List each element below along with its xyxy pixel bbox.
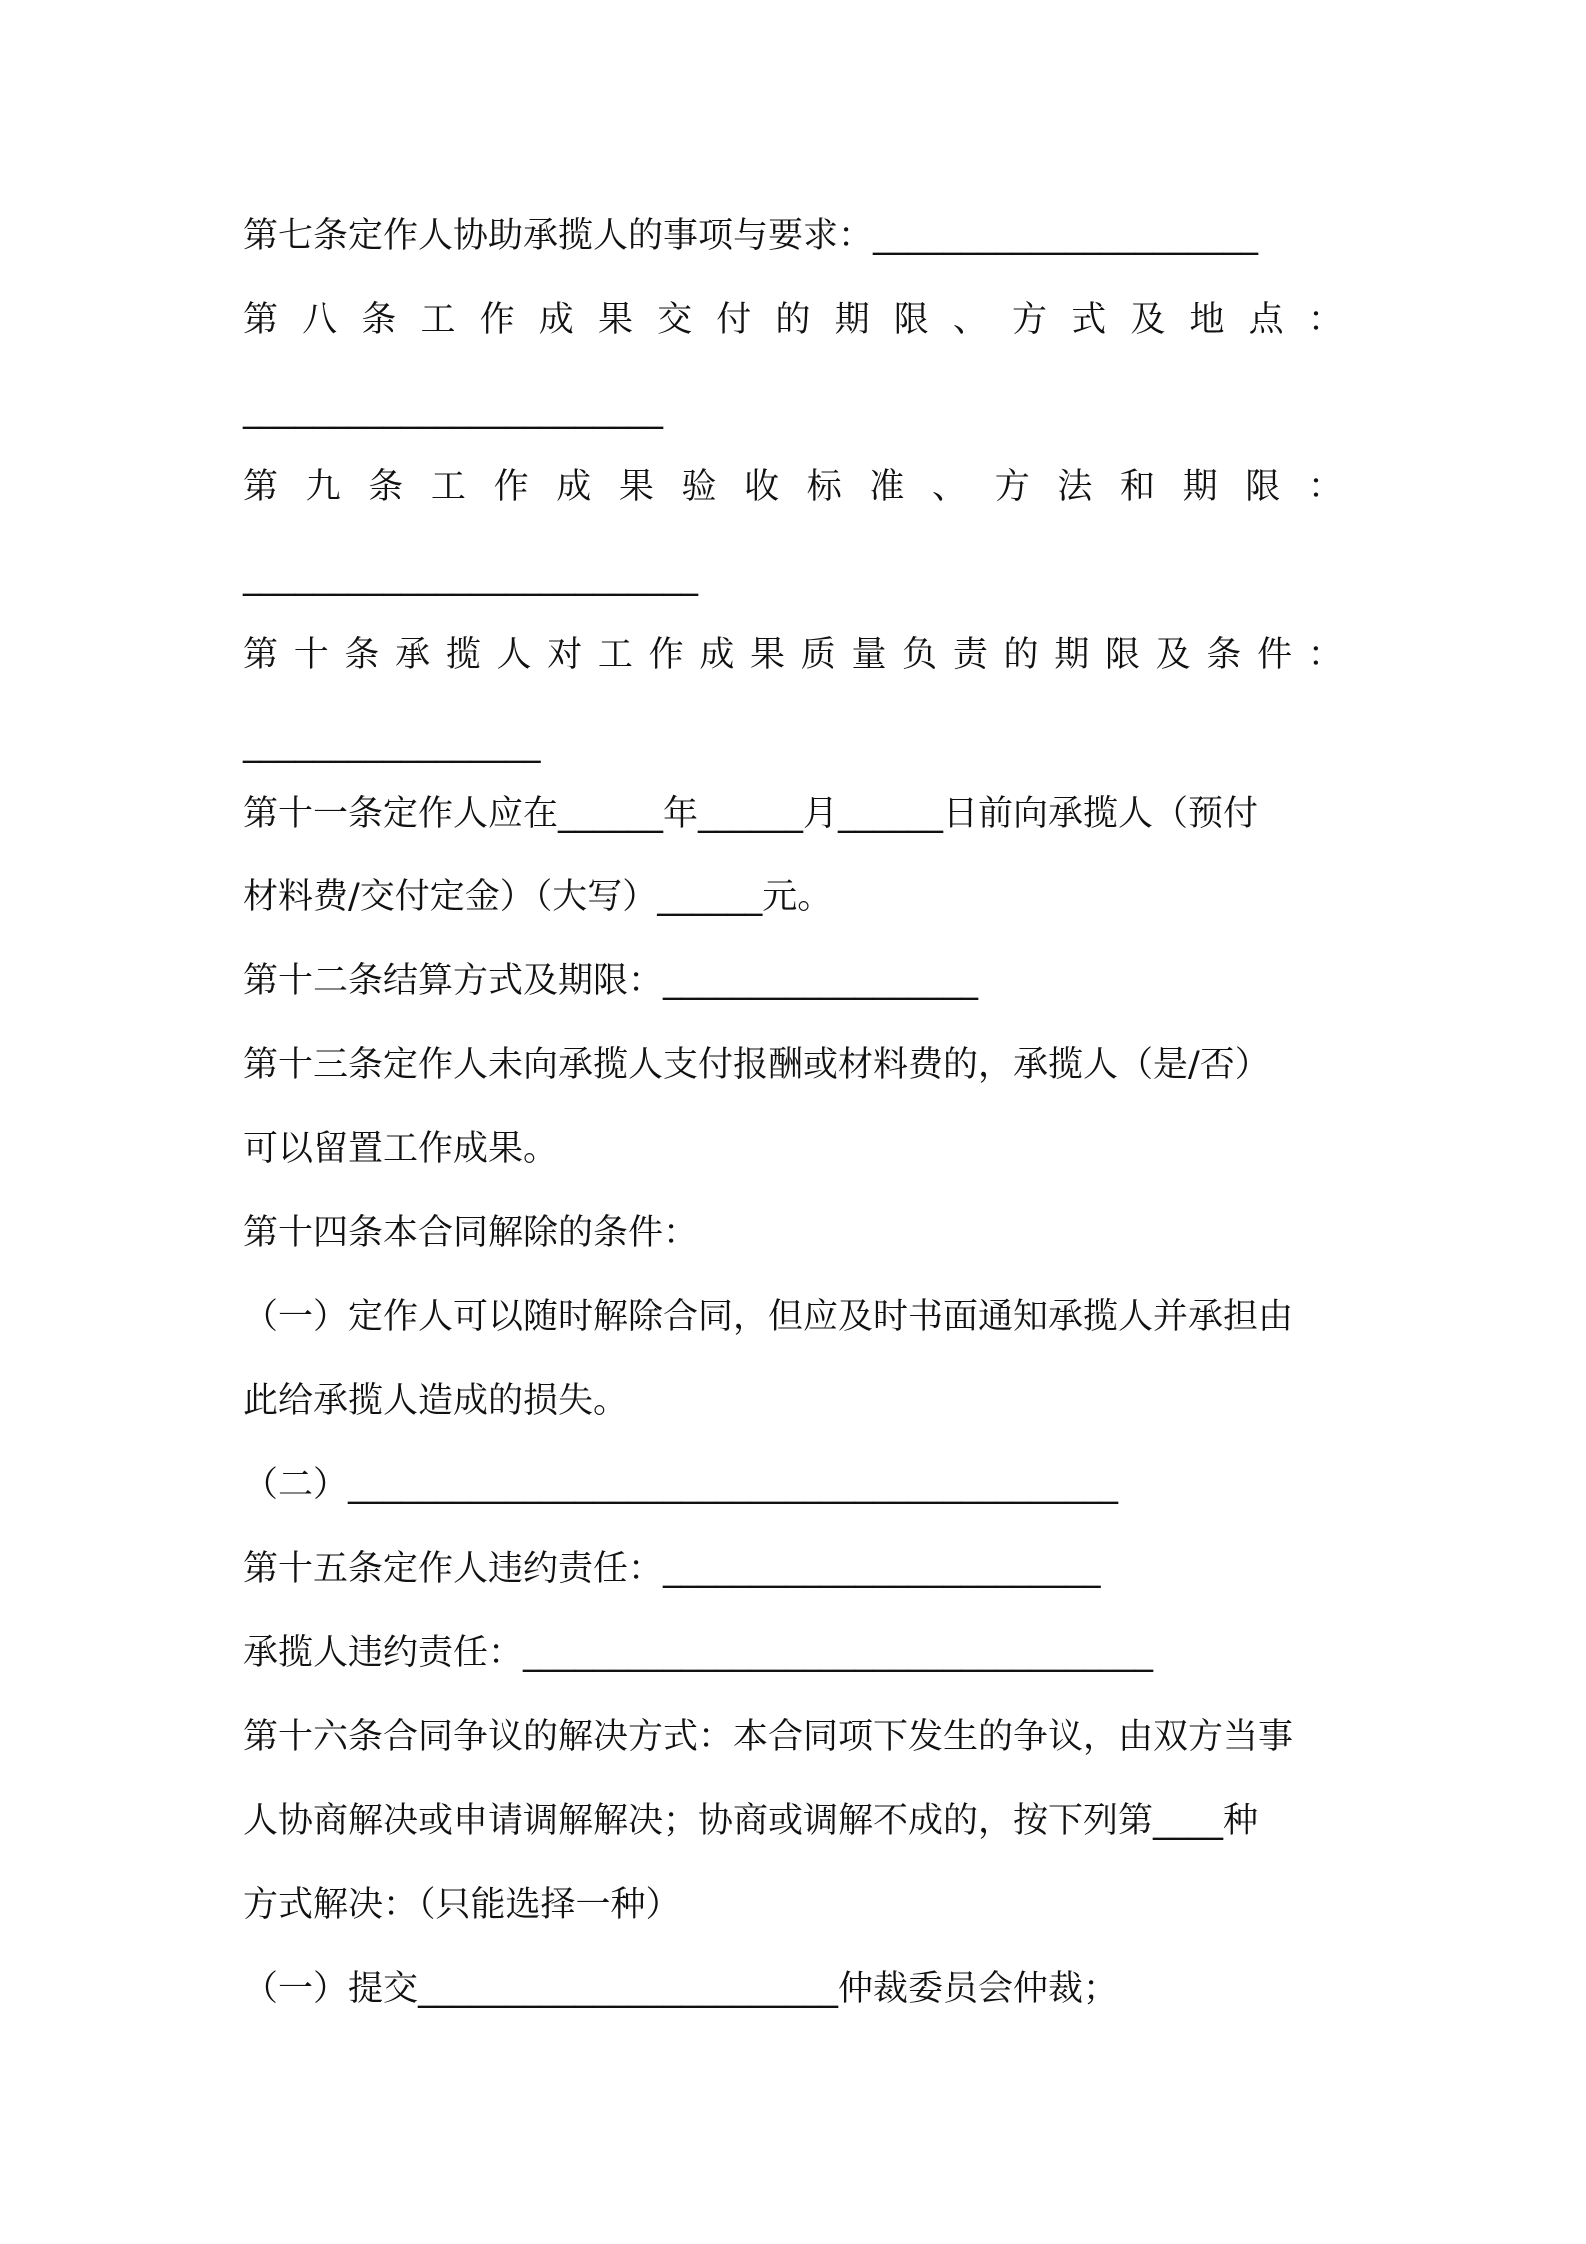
char: 及: [1155, 635, 1191, 675]
char: 的: [1003, 635, 1039, 675]
char: 量: [851, 635, 887, 675]
char: 付: [716, 300, 752, 340]
char: 准: [869, 467, 905, 507]
char: 收: [744, 467, 780, 507]
char: 工: [430, 467, 466, 507]
article-7: 第七条定作人协助承揽人的事项与要求：______________________: [243, 216, 1259, 256]
char: 成: [699, 635, 735, 675]
article-11-line-2: 材料费/交付定金）（大写）______元。: [243, 877, 833, 917]
char: 点: [1248, 300, 1284, 340]
article-16-line-1: 第十六条合同争议的解决方式：本合同项下发生的争议，由双方当事: [243, 1717, 1294, 1757]
char: 交: [657, 300, 693, 340]
char: 工: [597, 635, 633, 675]
char: 第: [243, 635, 279, 675]
char: 负: [902, 635, 938, 675]
char: ：: [1307, 300, 1343, 340]
char: 八: [302, 300, 338, 340]
char: 限: [1104, 635, 1140, 675]
article-8-blank: ________________________: [243, 390, 663, 430]
char: 、: [952, 300, 988, 340]
char: 限: [893, 300, 929, 340]
char: 果: [597, 300, 633, 340]
char: 成: [538, 300, 574, 340]
char: 式: [1071, 300, 1107, 340]
article-15: 第十五条定作人违约责任：_________________________: [243, 1549, 1101, 1589]
char: 果: [750, 635, 786, 675]
char: 责: [952, 635, 988, 675]
char: 验: [681, 467, 717, 507]
char: 地: [1189, 300, 1225, 340]
article-14-item-1-line-1: （一）定作人可以随时解除合同，但应及时书面通知承揽人并承担由: [243, 1297, 1294, 1337]
char: 方: [994, 467, 1030, 507]
char: 、: [932, 467, 968, 507]
char: 条: [1206, 635, 1242, 675]
article-13-line-1: 第十三条定作人未向承揽人支付报酬或材料费的，承揽人（是/否）: [243, 1045, 1270, 1085]
char: 限: [1245, 467, 1281, 507]
article-9-blank: __________________________: [243, 557, 698, 597]
article-8-heading: [243, 295, 1343, 345]
char: 作: [479, 300, 515, 340]
article-14-item-2: （二）____________________________________________: [243, 1465, 1119, 1505]
char: 人: [496, 635, 532, 675]
article-9-heading: [243, 462, 1343, 512]
char: 九: [305, 467, 341, 507]
char: 质: [800, 635, 836, 675]
char: 承: [395, 635, 431, 675]
char: 期: [1182, 467, 1218, 507]
char: 第: [243, 467, 279, 507]
char: 方: [1012, 300, 1048, 340]
char: 和: [1119, 467, 1155, 507]
article-16-line-2: 人协商解决或申请调解解决；协商或调解不成的，按下列第____种: [243, 1801, 1259, 1841]
char: 成: [556, 467, 592, 507]
article-16-item-1: （一）提交________________________仲裁委员会仲裁；: [243, 1969, 1119, 2009]
char: 揽: [445, 635, 481, 675]
char: 期: [1054, 635, 1090, 675]
char: 工: [420, 300, 456, 340]
article-10-heading: [243, 630, 1343, 680]
char: 标: [806, 467, 842, 507]
char: 作: [648, 635, 684, 675]
char: 十: [293, 635, 329, 675]
char: 及: [1130, 300, 1166, 340]
char: 条: [344, 635, 380, 675]
article-15-contractor: 承揽人违约责任：____________________________________: [243, 1633, 1154, 1673]
char: 条: [361, 300, 397, 340]
char: 条: [368, 467, 404, 507]
char: 法: [1057, 467, 1093, 507]
char: 对: [547, 635, 583, 675]
article-16-line-3: 方式解决：（只能选择一种）: [243, 1885, 681, 1925]
char: 的: [775, 300, 811, 340]
article-13-line-2: 可以留置工作成果。: [243, 1129, 559, 1169]
char: 第: [243, 300, 279, 340]
article-12: 第十二条结算方式及期限：__________________: [243, 961, 979, 1001]
char: 作: [493, 467, 529, 507]
article-10-blank: _________________: [243, 724, 541, 764]
char: ：: [1307, 467, 1343, 507]
article-14-title: 第十四条本合同解除的条件：: [243, 1213, 699, 1253]
char: ：: [1307, 635, 1343, 675]
article-11-line-1: 第十一条定作人应在______年______月______日前向承揽人（预付: [243, 794, 1259, 834]
char: 果: [618, 467, 654, 507]
char: 期: [834, 300, 870, 340]
char: 件: [1257, 635, 1293, 675]
article-14-item-1-line-2: 此给承揽人造成的损失。: [243, 1381, 629, 1421]
